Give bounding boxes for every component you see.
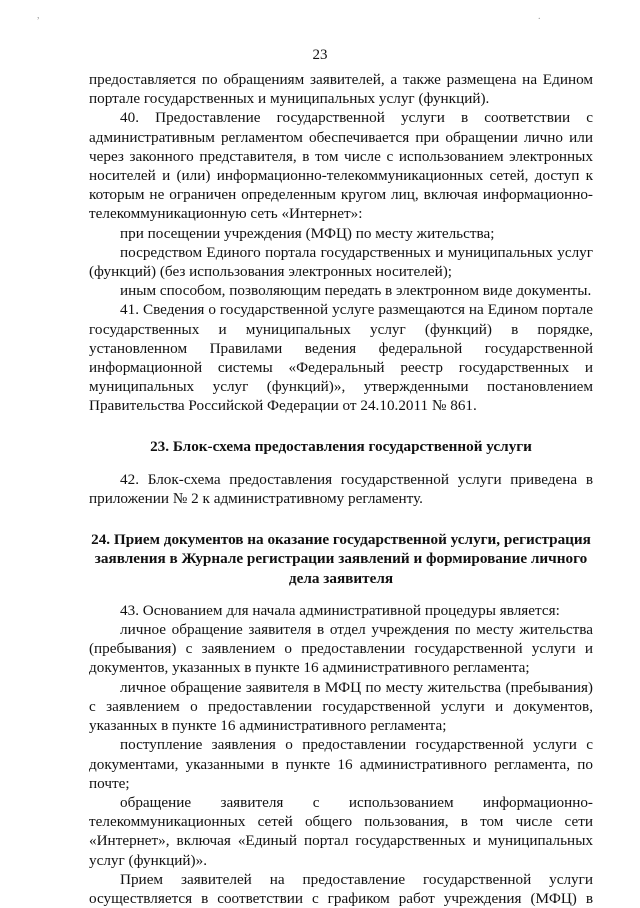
paragraph: поступление заявления о предоставлении государственной услуги с документами, указанными в пункте 16 административного регламента, по почте; bbox=[89, 736, 593, 792]
section-heading: 24. Прием документов на оказание государственной услуги, регистрация заявления в Журнале регистрации заявлений и формирование личного дела заявителя bbox=[91, 531, 591, 587]
scan-mark: . bbox=[538, 11, 541, 22]
section-heading: 23. Блок-схема предоставления государственной услуги bbox=[150, 437, 532, 455]
paragraph: 43. Основанием для начала административной процедуры является: bbox=[120, 601, 560, 619]
paragraph: 42. Блок-схема предоставления государственной услуги приведена в приложении № 2 к административному регламенту. bbox=[89, 470, 593, 508]
paragraph: 40. Предоставление государственной услуги в соответствии с административным регламентом обеспечивается при обращении лично или через законного представителя, в том числе с использованием электронных носителей и (или) информационно-телекоммуникационных сетей, доступ к которым не ограничен определенным кругом лиц, включая информационно-телекоммуникационную сеть «Интернет»: bbox=[89, 109, 593, 223]
paragraph: 41. Сведения о государственной услуге размещаются на Едином портале государственных и муниципальных услуг (функций) в порядке, установленном Правилами ведения федеральной государственной информационной системы «Федеральный реестр государственных и муниципальных услуг (функций)», утвержденными постановлением Правительства Российской Федерации от 24.10.2011 № 861. bbox=[89, 301, 593, 415]
paragraph: посредством Единого портала государственных и муниципальных услуг (функций) (без использования электронных носителей); bbox=[89, 243, 593, 281]
paragraph: личное обращение заявителя в отдел учреждения по месту жительства (пребывания) с заявлением о предоставлении государственной услуги и документов, указанных в пункте 16 административного регламента; bbox=[89, 621, 593, 677]
paragraph: обращение заявителя с использованием информационно-телекоммуникационных сетей общего пользования, в том числе сети «Интернет», включая «Единый портал государственных и муниципальных услуг (функций)». bbox=[89, 793, 593, 869]
paragraph: предоставляется по обращениям заявителей, а также размещена на Едином портале государственных и муниципальных услуг (функций). bbox=[89, 71, 593, 108]
scan-mark: , bbox=[37, 10, 40, 21]
document-body bbox=[89, 70, 593, 908]
paragraph: при посещении учреждения (МФЦ) по месту жительства; bbox=[120, 224, 495, 242]
paragraph: Прием заявителей на предоставление государственной услуги осуществляется в соответствии с графиком работ учреждения (МФЦ) в bbox=[89, 870, 593, 907]
page-number: 23 bbox=[312, 47, 328, 63]
paragraph: иным способом, позволяющим передать в электронном виде документы. bbox=[120, 282, 592, 300]
paragraph: личное обращение заявителя в МФЦ по месту жительства (пребывания) с заявлением о предоставлении государственной услуги и документов, указанных в пункте 16 административного регламента; bbox=[89, 678, 593, 735]
